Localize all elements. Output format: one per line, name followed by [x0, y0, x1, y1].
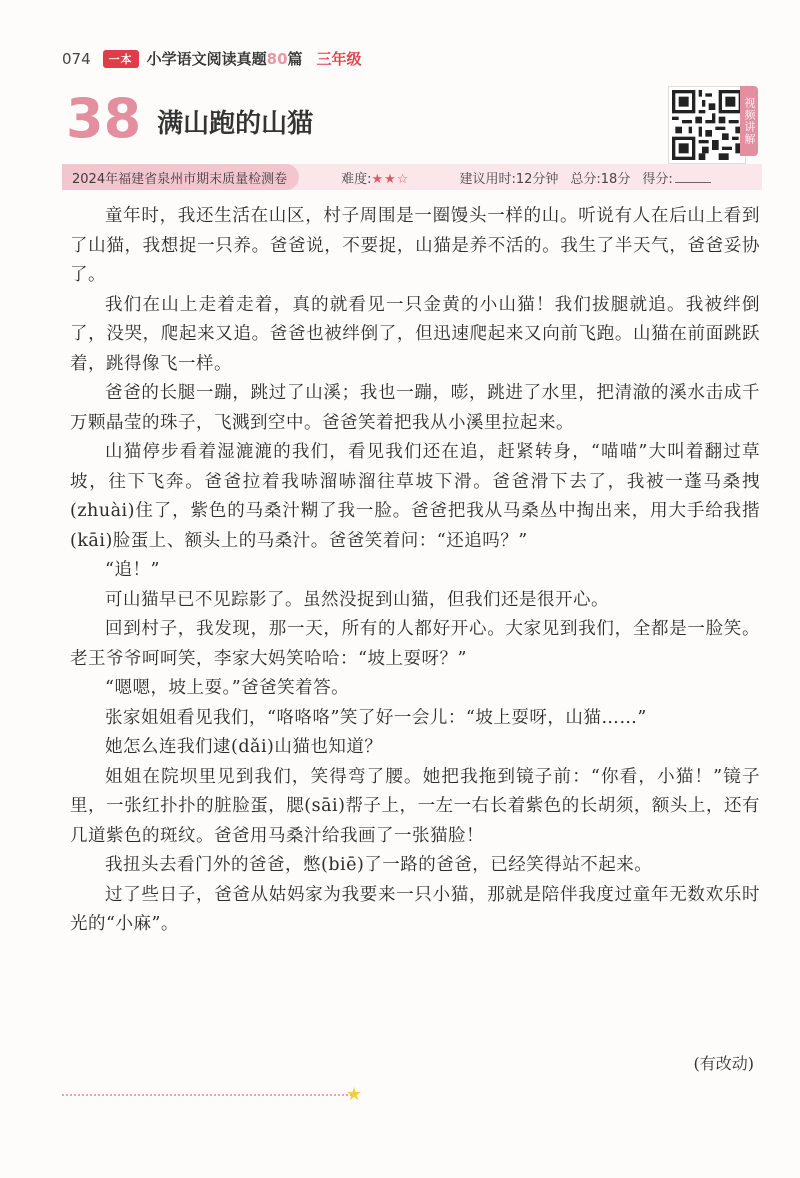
paragraph: 我们在山上走着走着，真的就看见一只金黄的小山猫！我们拔腿就追。我被绊倒了，没哭，爬起来又追。爸爸也被绊倒了，但迅速爬起来又向前飞跑。山猫在前面跳跃着，跳得像飞一样。	[70, 294, 760, 374]
paragraph: “嗯嗯，坡上耍。”爸爸笑着答。	[105, 678, 350, 698]
paragraph: 童年时，我还生活在山区，村子周围是一圈馒头一样的山。听说有人在后山上看到了山猫，我想捉一只养。爸爸说，不要捉，山猫是养不活的。我生了半天气，爸爸妥协了。	[70, 206, 760, 285]
page-header	[62, 48, 362, 69]
brand-badge: 一本	[103, 50, 139, 68]
series-title-prefix: 小学语文阅读真题	[146, 50, 267, 68]
series-title-number: 80	[266, 50, 288, 68]
exam-source: 2024年福建省泉州市期末质量检测卷	[62, 164, 299, 190]
attribution-note: (有改动)	[693, 1054, 754, 1073]
paragraph: 爸爸的长腿一蹦，跳过了山溪；我也一蹦，嘭，跳进了水里，把清澈的溪水击成千万颗晶莹的珠子，飞溅到空中。爸爸笑着把我从小溪里拉起来。	[70, 383, 760, 433]
paragraph: 她怎么连我们逮(dǎi)山猫也知道？	[105, 737, 383, 757]
qr-code-icon[interactable]	[668, 86, 746, 164]
paragraph: 过了些日子，爸爸从姑妈家为我要来一只小猫，那就是陪伴我度过童年无数欢乐时光的“小麻”。	[70, 884, 760, 934]
score-label: 得分:	[642, 171, 673, 187]
page-number: 074	[62, 49, 91, 68]
series-title	[147, 48, 303, 69]
lesson-title: 满山跑的山猫	[157, 109, 314, 139]
paragraph: 张家姐姐看见我们，“咯咯咯”笑了好一会儿：“坡上耍呀，山猫……”	[105, 707, 647, 728]
paragraph: “追！”	[105, 560, 160, 580]
total-score: 总分:18分	[570, 171, 631, 187]
decorative-dotted-line	[62, 1094, 352, 1096]
suggested-time: 建议用时:12分钟	[459, 171, 559, 187]
difficulty	[341, 168, 409, 187]
star-icon: ★	[346, 1084, 363, 1105]
difficulty-label: 难度:	[341, 171, 372, 187]
info-bar	[62, 164, 762, 190]
article-body	[70, 202, 760, 940]
paragraph: 我扭头去看门外的爸爸，憋(biē)了一路的爸爸，已经笑得站不起来。	[105, 855, 653, 875]
video-explanation-tab[interactable]: 视频讲解	[740, 86, 758, 156]
paragraph: 姐姐在院坝里见到我们，笑得弯了腰。她把我拖到镜子前：“你看，小猫！”镜子里，一张红扑扑的脏脸蛋，腮(sāi)帮子上，一左一右长着紫色的长胡须，额头上，还有几道紫色的斑纹。爸爸用马桑汁给我画了一张猫脸！	[70, 766, 760, 846]
paragraph: 可山猫早已不见踪影了。虽然没捉到山猫，但我们还是很开心。	[105, 589, 609, 610]
lesson-number: 38	[66, 87, 142, 150]
score-blank[interactable]	[675, 170, 711, 183]
paragraph: 回到村子，我发现，那一天，所有的人都好开心。大家见到我们，全都是一脸笑。老王爷爷呵呵笑，李家大妈笑哈哈：“坡上耍呀？”	[70, 619, 760, 669]
difficulty-stars: ★★☆	[371, 171, 410, 187]
qr-code-graphic	[672, 90, 742, 160]
score-field	[642, 168, 710, 187]
paragraph: 山猫停步看着湿漉漉的我们，看见我们还在追，赶紧转身，“喵喵”大叫着翻过草坡，往下飞奔。爸爸拉着我哧溜哧溜往草坡下滑。爸爸滑下去了，我被一蓬马桑拽(zhuài)住了，紫色的马桑汁糊了我一脸。爸爸把我从马桑丛中掏出来，用大手给我揩(kāi)脸蛋上、额头上的马桑汁。爸爸笑着问：“还追吗？”	[70, 442, 760, 551]
grade-label: 三年级	[316, 50, 362, 68]
lesson-title-row	[66, 87, 314, 150]
series-title-suffix: 篇	[287, 50, 303, 68]
